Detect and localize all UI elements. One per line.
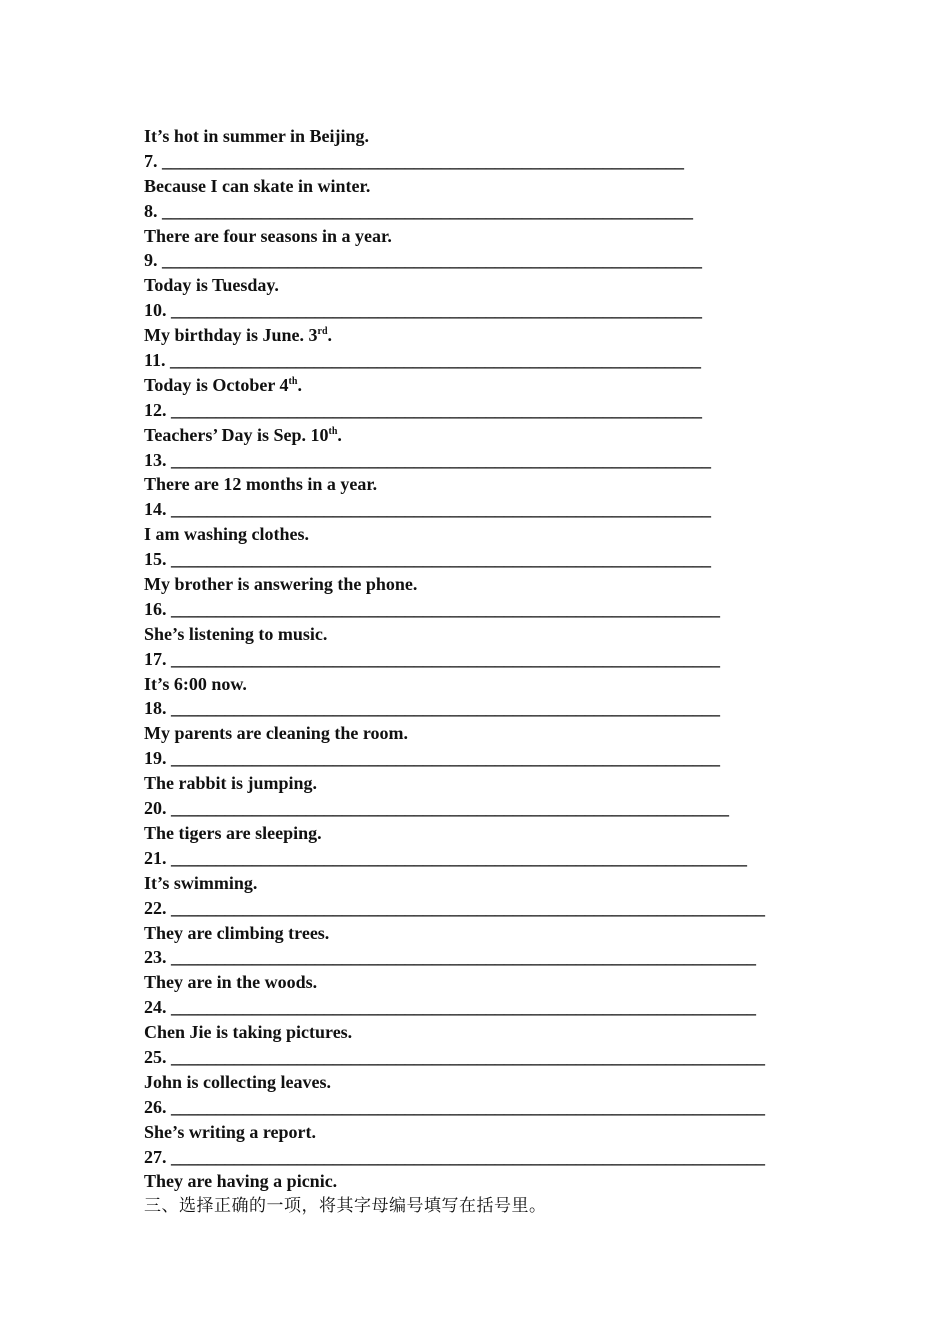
answer-sentence: I am washing clothes. xyxy=(144,524,310,545)
answer-sentence: The rabbit is jumping. xyxy=(144,773,318,794)
question-number: 12. xyxy=(144,399,167,420)
answer-sentence: They are having a picnic. xyxy=(144,1171,338,1192)
answer-blank[interactable]: ___________________________________________________________ xyxy=(171,300,702,321)
question-number: 19. xyxy=(144,748,167,769)
sentence-text: Today is October 4 xyxy=(144,374,289,395)
sentence-punctuation: . xyxy=(297,374,302,395)
answer-blank[interactable]: __________________________________________________________________ xyxy=(171,897,765,918)
question-number: 13. xyxy=(144,449,167,470)
answer-blank[interactable]: _________________________________________________________________ xyxy=(171,947,756,968)
worksheet-content xyxy=(144,124,824,1219)
question-line xyxy=(144,298,824,323)
question-line xyxy=(144,448,824,473)
question-number: 9. xyxy=(144,250,158,271)
question-line xyxy=(144,248,824,273)
answer-blank[interactable]: ____________________________________________________________ xyxy=(162,250,702,271)
answer-sentence: My parents are cleaning the room. xyxy=(144,723,408,744)
question-number: 20. xyxy=(144,798,167,819)
answer-sentence: John is collecting leaves. xyxy=(144,1071,331,1092)
answer-blank[interactable]: __________________________________________________________________ xyxy=(171,1046,765,1067)
answer-blank[interactable]: ___________________________________________________________ xyxy=(170,350,702,371)
answer-blank[interactable]: _____________________________________________________________ xyxy=(171,698,720,719)
answer-blank[interactable]: ________________________________________________________________ xyxy=(171,847,747,868)
answer-sentence: They are climbing trees. xyxy=(144,922,330,943)
answer-sentence: My brother is answering the phone. xyxy=(144,574,418,595)
sentence-text: My birthday is June. 3 xyxy=(144,325,318,346)
answer-sentence xyxy=(144,423,824,448)
question-number: 26. xyxy=(144,1096,167,1117)
question-line xyxy=(144,896,824,921)
question-line xyxy=(144,696,824,721)
question-line xyxy=(144,199,824,224)
answer-blank[interactable]: ___________________________________________________________ xyxy=(171,399,702,420)
question-line xyxy=(144,846,824,871)
question-line xyxy=(144,348,824,373)
answer-blank[interactable]: ____________________________________________________________ xyxy=(171,549,711,570)
answer-blank[interactable]: ____________________________________________________________ xyxy=(171,449,711,470)
question-line xyxy=(144,1095,824,1120)
question-number: 14. xyxy=(144,499,167,520)
question-line xyxy=(144,746,824,771)
answer-blank[interactable]: __________________________________________________________________ xyxy=(171,1146,765,1167)
question-line xyxy=(144,398,824,423)
question-line xyxy=(144,796,824,821)
question-line xyxy=(144,497,824,522)
answer-blank[interactable]: __________________________________________________________________ xyxy=(171,1096,765,1117)
question-line xyxy=(144,945,824,970)
ordinal-suffix: th xyxy=(328,425,338,437)
answer-sentence: There are four seasons in a year. xyxy=(144,225,392,246)
answer-sentence: It’s 6:00 now. xyxy=(144,673,247,694)
question-line xyxy=(144,547,824,572)
answer-sentence: There are 12 months in a year. xyxy=(144,474,378,495)
question-line xyxy=(144,149,824,174)
section-heading: 三、选择正确的一项，将其字母编号填写在括号里。 xyxy=(144,1196,547,1217)
question-number: 23. xyxy=(144,947,167,968)
answer-blank[interactable]: ____________________________________________________________ xyxy=(171,499,711,520)
question-line xyxy=(144,995,824,1020)
answer-sentence: She’s writing a report. xyxy=(144,1121,316,1142)
question-number: 27. xyxy=(144,1146,167,1167)
question-number: 24. xyxy=(144,997,167,1018)
question-number: 8. xyxy=(144,200,158,221)
sentence-punctuation: . xyxy=(327,325,333,346)
answer-sentence: They are in the woods. xyxy=(144,972,318,993)
question-number: 11. xyxy=(144,350,166,371)
question-number: 10. xyxy=(144,300,167,321)
question-line xyxy=(144,1045,824,1070)
question-number: 17. xyxy=(144,648,167,669)
ordinal-suffix: rd xyxy=(317,326,328,338)
question-number: 25. xyxy=(144,1046,167,1067)
answer-sentence: Chen Jie is taking pictures. xyxy=(144,1022,353,1043)
question-number: 21. xyxy=(144,847,167,868)
question-number: 16. xyxy=(144,598,167,619)
answer-sentence xyxy=(144,323,824,348)
question-line xyxy=(144,1145,824,1170)
answer-sentence: She’s listening to music. xyxy=(144,623,328,644)
answer-blank[interactable]: _____________________________________________________________ xyxy=(171,648,720,669)
answer-blank[interactable]: _____________________________________________________________ xyxy=(171,598,720,619)
answer-sentence xyxy=(144,373,824,398)
answer-sentence: The tigers are sleeping. xyxy=(144,822,322,843)
ordinal-suffix: th xyxy=(288,375,298,387)
answer-blank[interactable]: ___________________________________________________________ xyxy=(162,200,693,221)
question-line xyxy=(144,597,824,622)
answer-blank[interactable]: __________________________________________________________ xyxy=(162,150,684,171)
question-number: 7. xyxy=(144,150,158,171)
answer-sentence: It’s hot in summer in Beijing. xyxy=(144,126,370,146)
question-number: 18. xyxy=(144,698,167,719)
answer-sentence: Because I can skate in winter. xyxy=(144,175,371,196)
question-number: 15. xyxy=(144,549,167,570)
answer-sentence: It’s swimming. xyxy=(144,872,258,893)
sentence-punctuation: . xyxy=(337,424,342,445)
answer-blank[interactable]: _________________________________________________________________ xyxy=(171,997,756,1018)
answer-blank[interactable]: _____________________________________________________________ xyxy=(171,748,720,769)
answer-blank[interactable]: ______________________________________________________________ xyxy=(171,798,729,819)
question-number: 22. xyxy=(144,897,167,918)
sentence-text: Teachers’ Day is Sep. 10 xyxy=(144,424,329,445)
answer-sentence: Today is Tuesday. xyxy=(144,275,279,296)
question-line xyxy=(144,647,824,672)
